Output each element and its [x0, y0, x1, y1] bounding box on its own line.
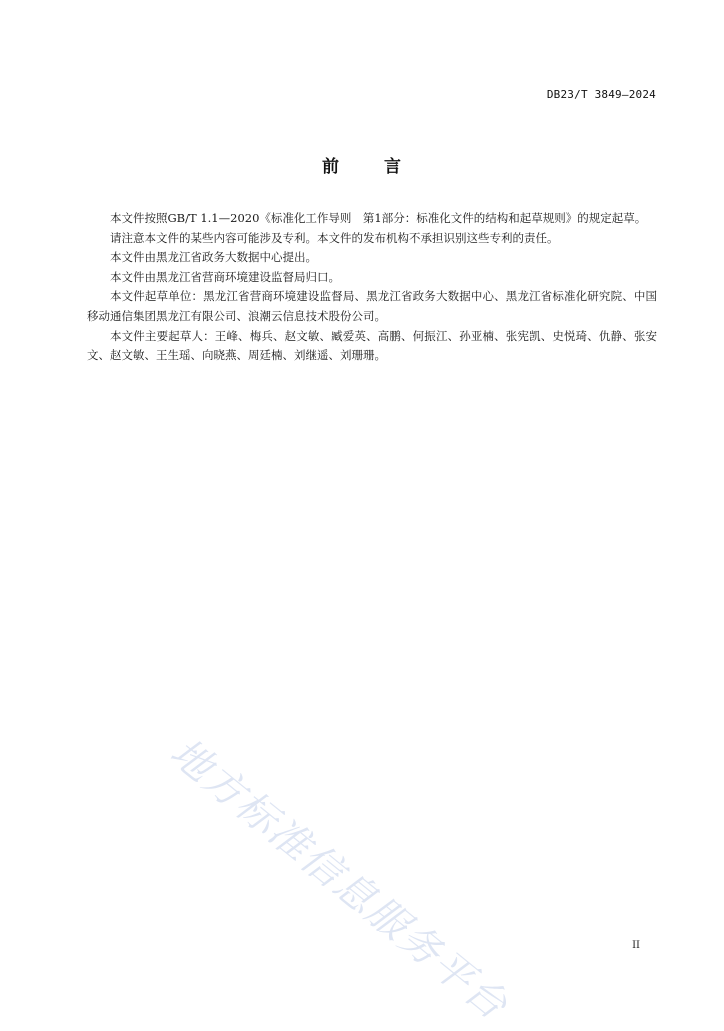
- page-title: [0, 152, 724, 177]
- watermark: 地方标准信息服务平台: [161, 729, 517, 1030]
- page-number: II: [632, 940, 640, 951]
- paragraph-centralized-by: 本文件由黑龙江省营商环境建设监督局归口。: [110, 269, 340, 284]
- paragraph-patent-notice: 请注意本文件的某些内容可能涉及专利。本文件的发布机构不承担识别这些专利的责任。: [110, 230, 559, 245]
- paragraph-drafting-rules: 本文件按照GB/T 1.1—2020《标准化工作导则 第1部分：标准化文件的结构和起草规则》的规定起草。: [110, 211, 647, 225]
- document-code: DB23/T 3849—2024: [546, 88, 656, 101]
- title-char-2: 言: [384, 157, 402, 177]
- paragraph-proposer: 本文件由黑龙江省政务大数据中心提出。: [110, 250, 317, 265]
- foreword-body: [87, 209, 657, 366]
- title-char-1: 前: [322, 157, 340, 177]
- paragraph-drafting-units: 本文件起草单位：黑龙江省营商环境建设监督局、黑龙江省政务大数据中心、黑龙江省标准化研究院、中国移动通信集团黑龙江有限公司、浪潮云信息技术股份公司。: [87, 289, 657, 323]
- paragraph-drafters: 本文件主要起草人：王峰、梅兵、赵文敏、臧爱英、高鹏、何振江、孙亚楠、张宪凯、史悦琦、仇静、张安文、赵文敏、王生瑶、向晓燕、周廷楠、刘继遥、刘珊珊。: [87, 328, 657, 363]
